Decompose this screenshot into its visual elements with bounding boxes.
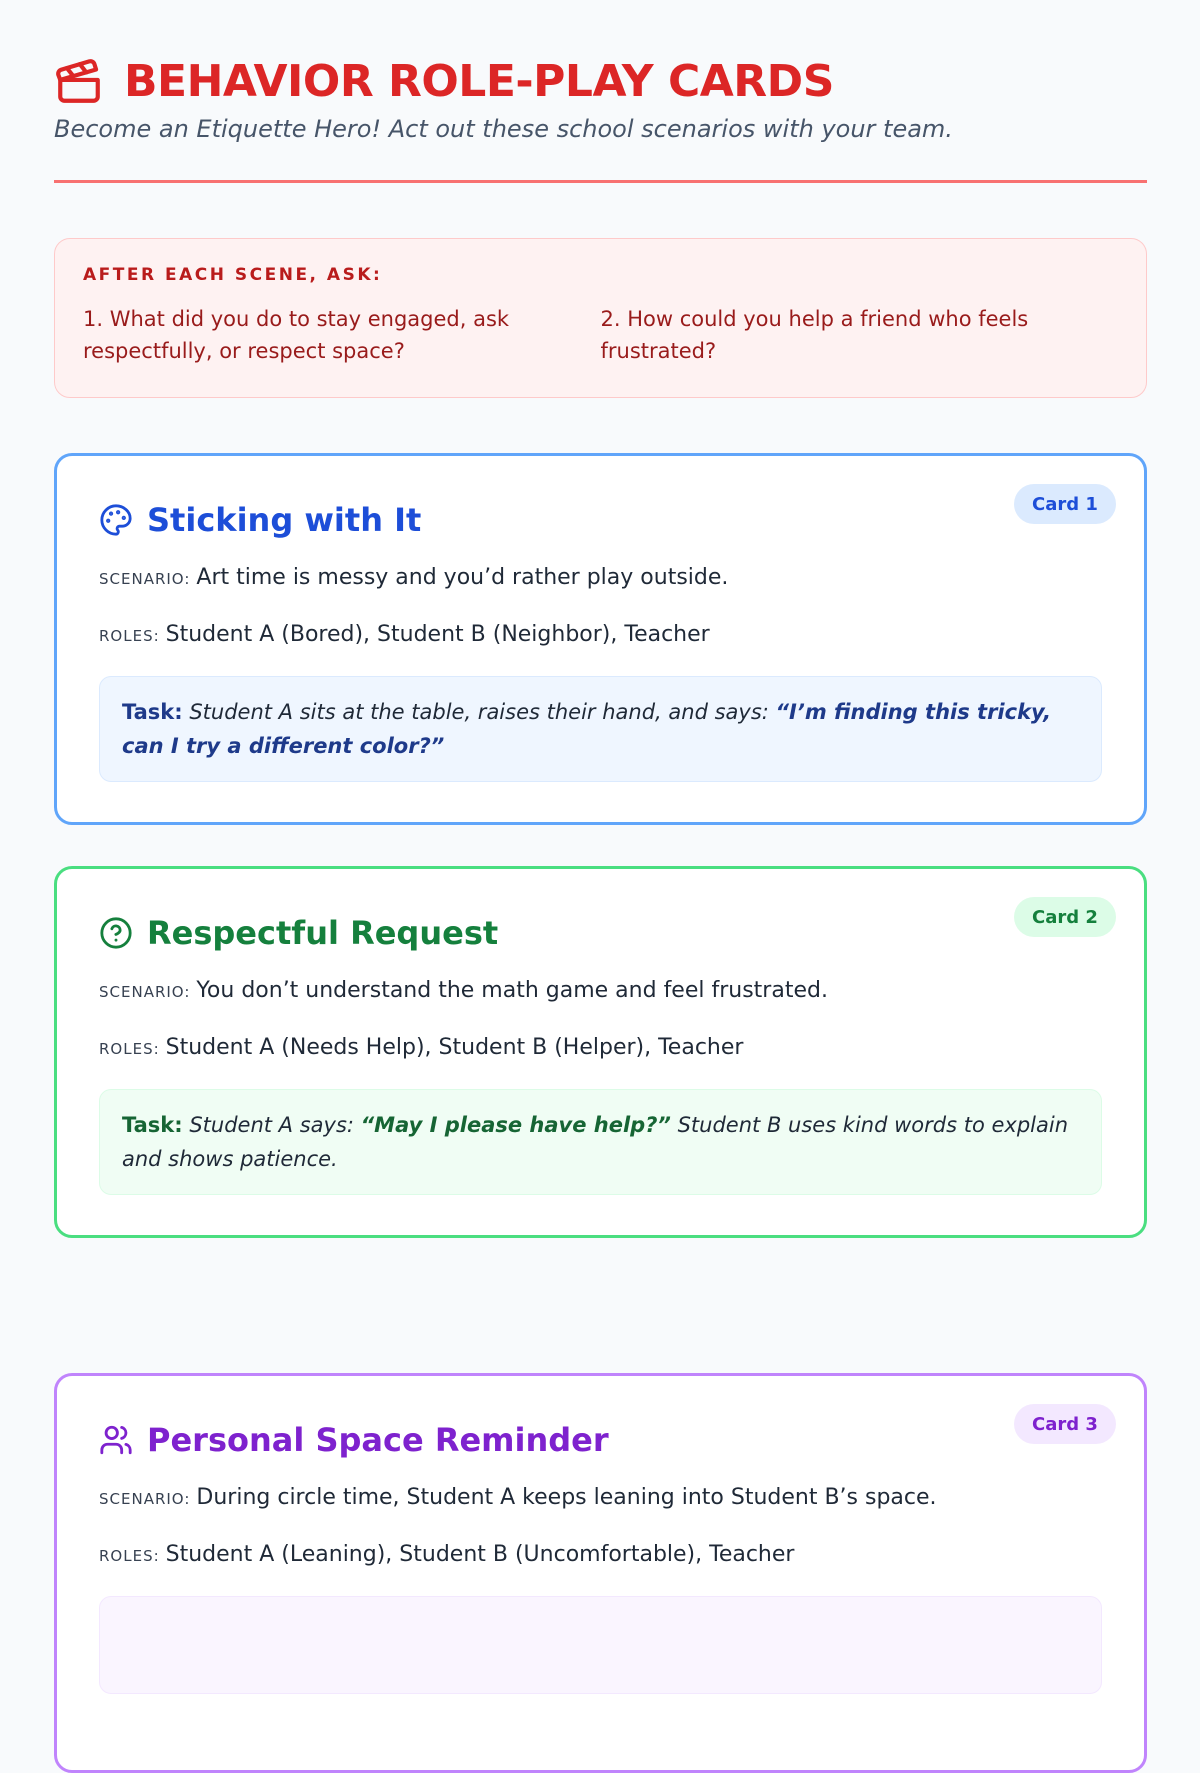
- reflection-box: [54, 238, 1147, 398]
- roles-text: Student A (Needs Help), Student B (Helper), Teacher: [165, 1035, 744, 1060]
- role-play-card: [54, 1373, 1147, 1773]
- card-title: Sticking with It: [147, 501, 422, 539]
- card-scenario: [99, 975, 1102, 1008]
- header-divider: [54, 180, 1147, 183]
- scenario-label: SCENARIO:: [99, 1490, 191, 1508]
- card-task: [99, 1089, 1102, 1195]
- page-subtitle: Become an Etiquette Hero! Act out these school scenarios with your team.: [54, 115, 953, 143]
- role-play-card: [54, 453, 1147, 825]
- card-badge: Card 2: [1014, 897, 1116, 937]
- scenario-text: During circle time, Student A keeps leaning into Student B’s space.: [196, 1485, 937, 1510]
- card-title: Personal Space Reminder: [147, 1421, 609, 1459]
- reflection-title: AFTER EACH SCENE, ASK:: [83, 265, 383, 285]
- task-text: Student A sits at the table, raises their hand, and says:: [189, 700, 776, 724]
- scenario-text: Art time is messy and you’d rather play outside.: [196, 565, 729, 590]
- card-roles: [99, 1032, 1102, 1065]
- card-header: [99, 1420, 1102, 1460]
- reflection-question: 1. What did you do to stay engaged, ask respectfully, or respect space?: [83, 307, 510, 363]
- card-task: [99, 1596, 1102, 1694]
- page-title: BEHAVIOR ROLE-PLAY CARDS: [124, 56, 834, 107]
- scenario-text: You don’t understand the math game and feel frustrated.: [196, 978, 828, 1003]
- users-icon: [99, 1423, 133, 1457]
- task-text-continued: Student B uses kind words to explain and shows patience.: [122, 1113, 1069, 1171]
- roles-text: Student A (Leaning), Student B (Uncomfortable), Teacher: [165, 1542, 795, 1567]
- card-task: [99, 676, 1102, 782]
- reflection-questions: [83, 303, 1118, 367]
- card-header: [99, 500, 1102, 540]
- reflection-question: 2. How could you help a friend who feels frustrated?: [600, 307, 1029, 363]
- question-circle-icon: [99, 916, 133, 950]
- card-roles: [99, 619, 1102, 652]
- card-title: Respectful Request: [147, 914, 499, 952]
- roles-label: ROLES:: [99, 1547, 160, 1565]
- scenario-label: SCENARIO:: [99, 983, 191, 1001]
- task-quote: “May I please have help?”: [360, 1113, 671, 1137]
- task-label: Task:: [122, 1113, 183, 1137]
- card-badge: Card 1: [1014, 484, 1116, 524]
- task-label: Task:: [122, 700, 183, 724]
- task-quote: “I’m finding this tricky, can I try a different color?”: [122, 700, 1052, 758]
- roles-label: ROLES:: [99, 1040, 160, 1058]
- header: [54, 52, 1147, 143]
- card-roles: [99, 1539, 1102, 1572]
- card-scenario: [99, 562, 1102, 595]
- palette-icon: [99, 503, 133, 537]
- roles-label: ROLES:: [99, 627, 160, 645]
- card-badge: Card 3: [1014, 1404, 1116, 1444]
- clapperboard-icon: [54, 57, 104, 107]
- task-text: Student A says:: [189, 1113, 361, 1137]
- role-play-card: [54, 866, 1147, 1238]
- card-scenario: [99, 1482, 1102, 1515]
- scenario-label: SCENARIO:: [99, 570, 191, 588]
- title-row: [54, 52, 1147, 112]
- roles-text: Student A (Bored), Student B (Neighbor), Teacher: [165, 622, 710, 647]
- card-header: [99, 913, 1102, 953]
